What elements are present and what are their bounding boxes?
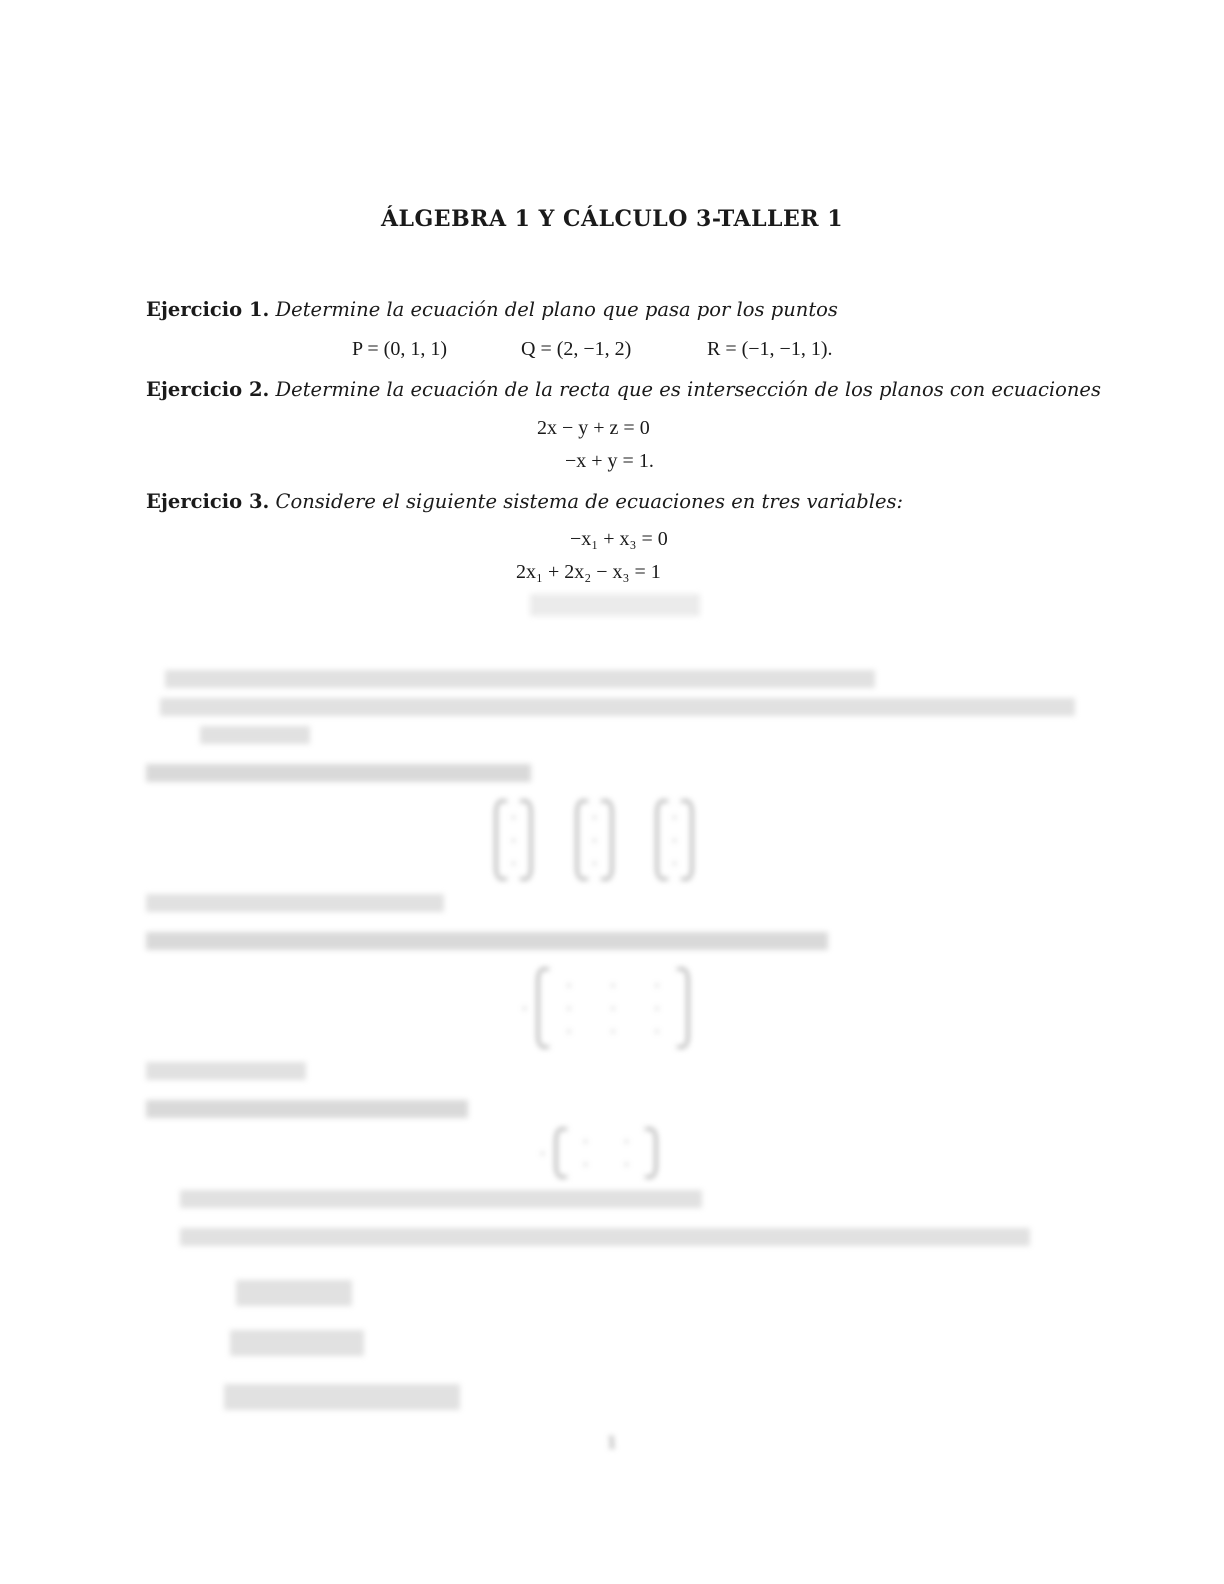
point-r: R = (−1, −1, 1).	[707, 338, 833, 360]
point-p: P = (0, 1, 1)	[352, 338, 447, 360]
exercise-2-label: Ejercicio 2.	[146, 378, 270, 401]
blurred-vector-2: · · ·	[576, 800, 613, 880]
exercise-1-text: Determine la ecuación del plano que pasa por los puntos	[275, 298, 838, 321]
plane-equation-1: 2x − y + z = 0	[537, 417, 650, 439]
blurred-subitem-iii	[224, 1384, 460, 1410]
blurred-matrix-a: · · · · · · · · · ·	[522, 968, 689, 1048]
blurred-item-ii-cont	[200, 726, 310, 744]
blurred-subitem-i	[236, 1280, 352, 1306]
blurred-matrix-c: · · · · ·	[540, 1128, 657, 1178]
blurred-exercise-4	[146, 764, 531, 782]
blurred-line-a	[146, 894, 444, 912]
blurred-item-1	[180, 1190, 702, 1208]
exercise-3-label: Ejercicio 3.	[146, 490, 270, 513]
blurred-equation	[530, 594, 700, 616]
blurred-item-ii	[160, 698, 1075, 716]
system-equation-2: 2x₁ + 2x₂ − x₃ = 1	[516, 561, 661, 583]
point-q: Q = (2, −1, 2)	[521, 338, 632, 360]
blurred-vector-3: · · ·	[656, 800, 693, 880]
blurred-exercise-5	[146, 932, 828, 950]
exercise-1-label: Ejercicio 1.	[146, 298, 270, 321]
blurred-exercise-6	[146, 1100, 468, 1118]
plane-equation-2: −x + y = 1.	[565, 450, 654, 472]
exercise-2	[146, 378, 1101, 401]
blurred-subitem-ii	[230, 1330, 364, 1356]
exercise-3-text: Considere el siguiente sistema de ecuaciones en tres variables:	[275, 490, 904, 513]
page-number: 1	[606, 1433, 618, 1452]
blurred-vector-1: · · ·	[495, 800, 532, 880]
blurred-item-i	[165, 670, 875, 688]
exercise-1	[146, 298, 838, 321]
exercise-3	[146, 490, 903, 513]
page-title: ÁLGEBRA 1 Y CÁLCULO 3-TALLER 1	[380, 206, 844, 232]
exercise-2-text: Determine la ecuación de la recta que es intersección de los planos con ecuaciones	[275, 378, 1101, 401]
blurred-line-b	[146, 1062, 306, 1080]
system-equation-1: −x₁ + x₃ = 0	[570, 528, 668, 550]
blurred-item-2	[180, 1228, 1030, 1246]
